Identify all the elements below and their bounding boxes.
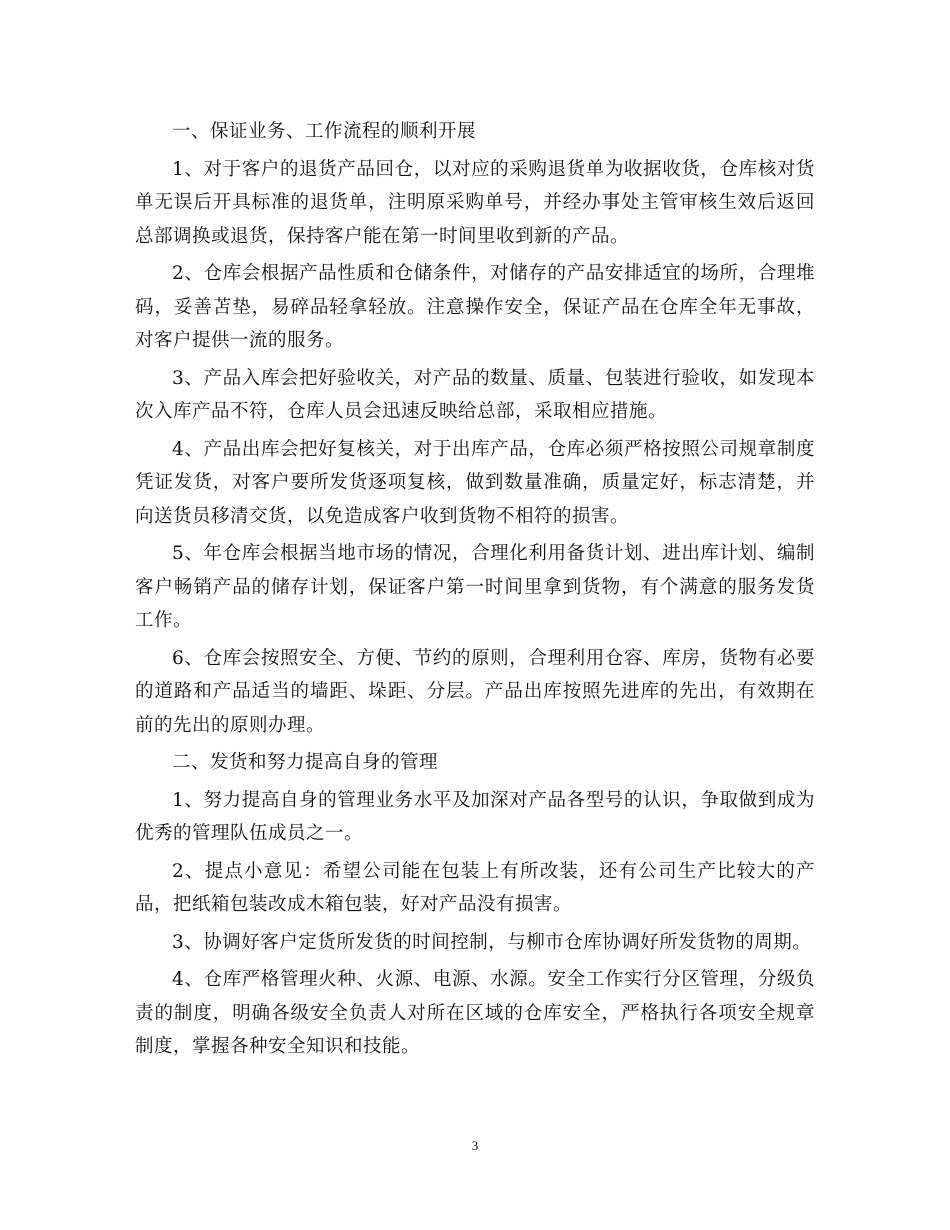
paragraph-2-1: 1、努力提高自身的管理业务水平及加深对产品各型号的认识，争取做到成为优秀的管理队伍成员之一。 xyxy=(135,789,815,844)
paragraph-2-2: 2、提点小意见：希望公司能在包装上有所改装，还有公司生产比较大的产品，把纸箱包装改成木箱包装，好对产品没有损害。 xyxy=(135,860,815,915)
paragraph-1-6: 6、仓库会按照安全、方便、节约的原则，合理利用仓容、库房，货物有必要的道路和产品适当的墙距、垛距、分层。产品出库按照先进库的先出，有效期在前的先出的原则办理。 xyxy=(135,647,815,736)
paragraph-1-5: 5、年仓库会根据当地市场的情况，合理化利用备货计划、进出库计划、编制客户畅销产品的储存计划，保证客户第一时间里拿到货物，有个满意的服务发货工作。 xyxy=(135,543,815,631)
page-number: 3 xyxy=(471,1138,479,1153)
paragraph-2-4: 4、仓库严格管理火种、火源、电源、水源。安全工作实行分区管理，分级负责的制度，明确各级安全负责人对所在区域的仓库安全，严格执行各项安全规章制度，掌握各种安全知识和技能。 xyxy=(135,969,815,1057)
paragraph-1-2: 2、仓库会根据产品性质和仓储条件，对储存的产品安排适宜的场所，合理堆码，妥善苫垫，易碎品轻拿轻放。注意操作安全，保证产品在仓库全年无事故，对客户提供一流的服务。 xyxy=(135,263,815,351)
section-heading-2: 二、发货和努力提高自身的管理 xyxy=(172,752,439,773)
section-heading-1: 一、保证业务、工作流程的顺利开展 xyxy=(172,121,477,142)
document-body xyxy=(135,115,815,1068)
paragraph-1-4: 4、产品出库会把好复核关，对于出库产品，仓库必须严格按照公司规章制度凭证发货，对客户要所发货逐项复核，做到数量准确，质量定好，标志清楚，并向送货员移清交货，以免造成客户收到货物不相符的损害。 xyxy=(135,438,815,527)
paragraph-1-1: 1、对于客户的退货产品回仓，以对应的采购退货单为收据收货，仓库核对货单无误后开具标准的退货单，注明原采购单号，并经办事处主管审核生效后返回总部调换或退货，保持客户能在第一时间里收到新的产品。 xyxy=(135,158,815,247)
paragraph-2-3: 3、协调好客户定货所发货的时间控制，与柳市仓库协调好所发货物的周期。 xyxy=(172,931,812,953)
paragraph-1-3: 3、产品入库会把好验收关，对产品的数量、质量、包装进行验收，如发现本次入库产品不符，仓库人员会迅速反映给总部，采取相应措施。 xyxy=(135,367,815,422)
